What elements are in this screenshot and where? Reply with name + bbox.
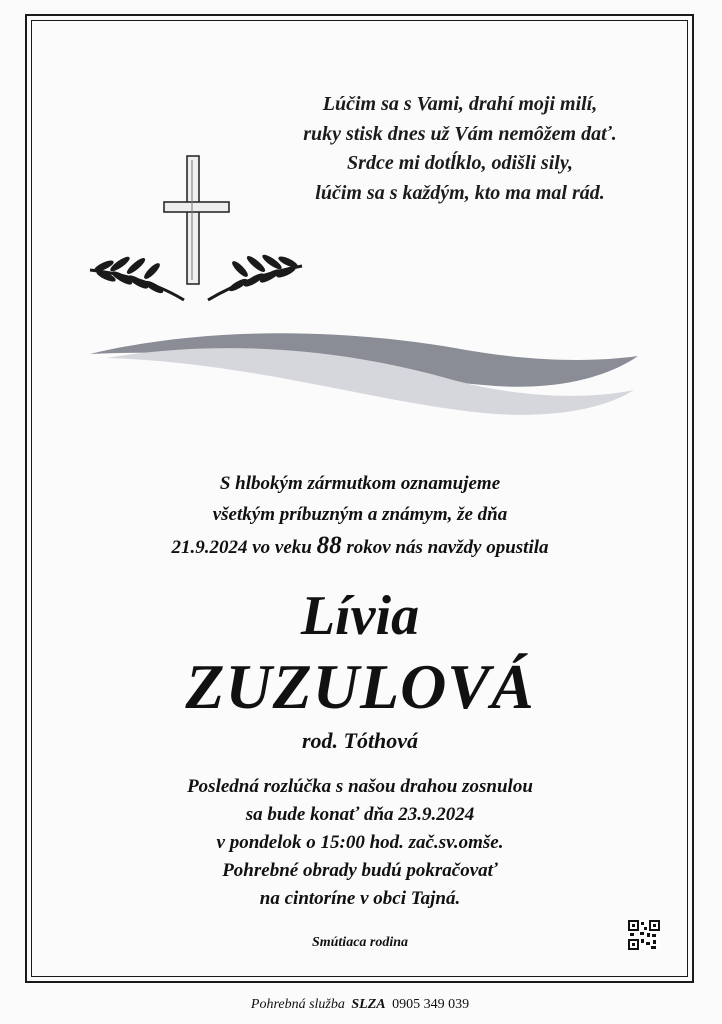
- family-signoff: Smútiaca rodina: [311, 935, 409, 950]
- verse-line: Srdce mi dotĺklo, odišli sily,: [347, 152, 573, 174]
- verse-line: ruky stisk dnes už Vám nemôžem dať.: [303, 122, 617, 145]
- cross-with-branches-icon: [84, 154, 309, 314]
- footer-phone: 0905 349 039: [392, 997, 470, 1012]
- age-suffix: rokov nás navždy opustila: [346, 537, 549, 558]
- verse-line: Lúčim sa s Vami, drahí moji milí,: [322, 93, 598, 115]
- cross-icon: [164, 156, 229, 284]
- funeral-details: [80, 773, 640, 913]
- funeral-line: sa bude konať dňa 23.9.2024: [245, 804, 475, 825]
- funeral-line: na cintoríne v obci Tajná.: [259, 888, 461, 909]
- funeral-line: v pondelok o 15:00 hod. zač.sv.omše.: [216, 832, 504, 853]
- qr-code-icon: [628, 920, 660, 950]
- deceased-first-name: Lívia: [300, 585, 420, 647]
- announcement-line: všetkým príbuzným a známym, že dňa: [212, 504, 508, 525]
- funeral-line: Pohrebné obrady budú pokračovať: [222, 860, 498, 881]
- footer-service-label: Pohrebná služba: [250, 997, 345, 1012]
- palm-branch-icon: [90, 255, 184, 300]
- age-value: 88: [316, 532, 342, 559]
- deceased-surname: ZUZULOVÁ: [185, 651, 535, 722]
- age-prefix: vo veku: [252, 537, 312, 558]
- footer-brand: SLZA: [351, 997, 386, 1012]
- wave-decoration: [86, 328, 642, 420]
- memorial-verse: [280, 90, 640, 208]
- death-announcement: [60, 468, 660, 563]
- verse-line: lúčim sa s každým, kto ma mal rád.: [315, 181, 605, 204]
- funeral-line: Posledná rozlúčka s našou drahou zosnulou: [187, 776, 533, 797]
- deceased-maiden-name: rod. Tóthová: [301, 728, 419, 753]
- funeral-service-footer: [150, 995, 570, 1015]
- palm-branch-icon: [208, 253, 302, 300]
- announcement-line: S hlbokým zármutkom oznamujeme: [219, 473, 501, 494]
- date-of-death: 21.9.2024: [171, 537, 248, 558]
- announcement-line: [60, 530, 660, 563]
